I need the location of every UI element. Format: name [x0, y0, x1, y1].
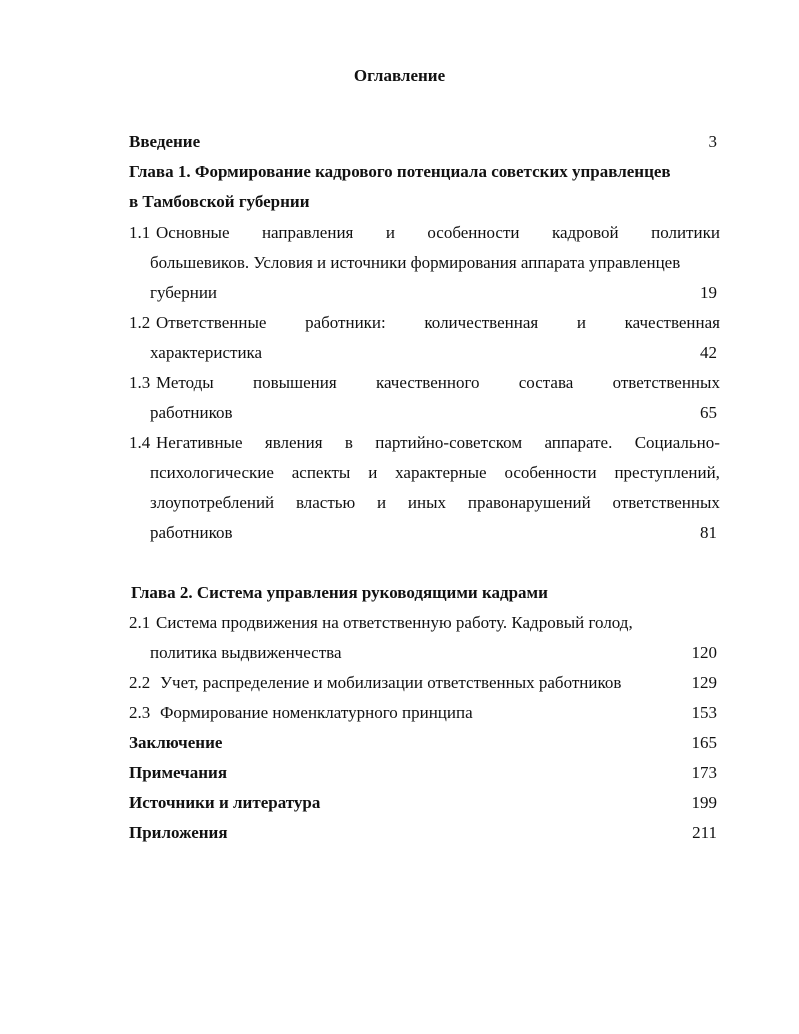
toc-word: психологические: [150, 463, 274, 482]
toc-word: качественная: [624, 313, 720, 332]
toc-word: и: [368, 463, 378, 482]
toc-word: повышения: [252, 373, 337, 392]
toc-word: Основные: [156, 223, 230, 242]
toc-word: партийно-советском: [375, 433, 523, 452]
toc-word: качественного: [375, 373, 480, 392]
toc-sources-page: 199: [691, 793, 717, 812]
section-1-2-number: 1.2: [129, 313, 151, 332]
toc-word: Социально-: [634, 433, 720, 452]
section-1-4-page: 81: [700, 523, 717, 542]
toc-notes-page: 173: [691, 763, 717, 782]
section-1-4-line1: [156, 431, 720, 455]
section-2-3-page: 153: [691, 703, 717, 722]
chapter1-title-line2: в Тамбовской губернии: [129, 192, 310, 211]
section-1-1-page: 19: [700, 283, 717, 302]
toc-word: и: [576, 313, 586, 332]
toc-word: кадровой: [551, 223, 619, 242]
section-1-2-line2: характеристика: [150, 343, 263, 362]
section-1-1-line1: [156, 221, 720, 245]
toc-sources-label: Источники и литература: [129, 793, 321, 812]
toc-word: и: [385, 223, 395, 242]
toc-word: аппарате.: [544, 433, 613, 452]
toc-word: явления: [264, 433, 323, 452]
section-2-2-line1: Учет, распределение и мобилизации ответственных работников: [160, 673, 622, 692]
toc-word: ответственных: [612, 493, 720, 512]
toc-word: злоупотреблений: [150, 493, 275, 512]
toc-word: состава: [518, 373, 574, 392]
toc-word: властью: [295, 493, 356, 512]
toc-appendices-page: 211: [692, 823, 717, 842]
section-1-3-page: 65: [700, 403, 717, 422]
section-1-4-number: 1.4: [129, 433, 151, 452]
chapter1-title-line1: Глава 1. Формирование кадрового потенциала советских управленцев: [129, 162, 671, 181]
section-1-1-number: 1.1: [129, 223, 151, 242]
section-2-3-number: 2.3: [129, 703, 151, 722]
section-2-1-line2: политика выдвиженчества: [150, 643, 342, 662]
section-2-1-line1: Система продвижения на ответственную работу. Кадровый голод,: [156, 613, 633, 632]
toc-word: направления: [261, 223, 354, 242]
chapter2-title: Глава 2. Система управления руководящими кадрами: [131, 583, 548, 602]
section-2-3-line1: Формирование номенклатурного принципа: [160, 703, 473, 722]
toc-word: работники:: [305, 313, 386, 332]
toc-intro-page: 3: [708, 132, 717, 151]
toc-word: Методы: [156, 373, 214, 392]
toc-word: и: [377, 493, 387, 512]
section-1-1-line3: губернии: [150, 283, 218, 302]
toc-word: в: [344, 433, 353, 452]
section-1-1-line2: большевиков. Условия и источники формирования аппарата управленцев: [150, 253, 681, 272]
toc-word: особенности: [504, 463, 597, 482]
toc-word: аспекты: [291, 463, 351, 482]
toc-word: характерные: [395, 463, 487, 482]
section-1-4-line2: [150, 461, 720, 485]
toc-word: иных: [407, 493, 447, 512]
toc-notes-label: Примечания: [129, 763, 228, 782]
section-1-3-number: 1.3: [129, 373, 151, 392]
section-2-1-page: 120: [691, 643, 717, 662]
toc-conclusion-label: Заключение: [129, 733, 223, 752]
section-1-4-line4: работников: [150, 523, 233, 542]
section-1-3-line2: работников: [150, 403, 233, 422]
toc-word: количественная: [424, 313, 539, 332]
toc-word: ответственных: [612, 373, 720, 392]
toc-word: политики: [651, 223, 720, 242]
section-2-2-page: 129: [691, 673, 717, 692]
section-2-2-number: 2.2: [129, 673, 151, 692]
toc-word: правонарушений: [467, 493, 591, 512]
section-1-2-page: 42: [700, 343, 717, 362]
section-2-1-number: 2.1: [129, 613, 151, 632]
section-1-3-line1: [156, 371, 720, 395]
toc-word: особенности: [427, 223, 520, 242]
toc-conclusion-page: 165: [691, 733, 717, 752]
toc-word: Ответственные: [156, 313, 267, 332]
toc-appendices-label: Приложения: [129, 823, 228, 842]
toc-word: Негативные: [156, 433, 243, 452]
toc-word: преступлений,: [614, 463, 720, 482]
page-title: Оглавление: [353, 66, 446, 85]
section-1-2-line1: [156, 311, 720, 335]
section-1-4-line3: [150, 491, 720, 515]
toc-intro-label: Введение: [129, 132, 201, 151]
